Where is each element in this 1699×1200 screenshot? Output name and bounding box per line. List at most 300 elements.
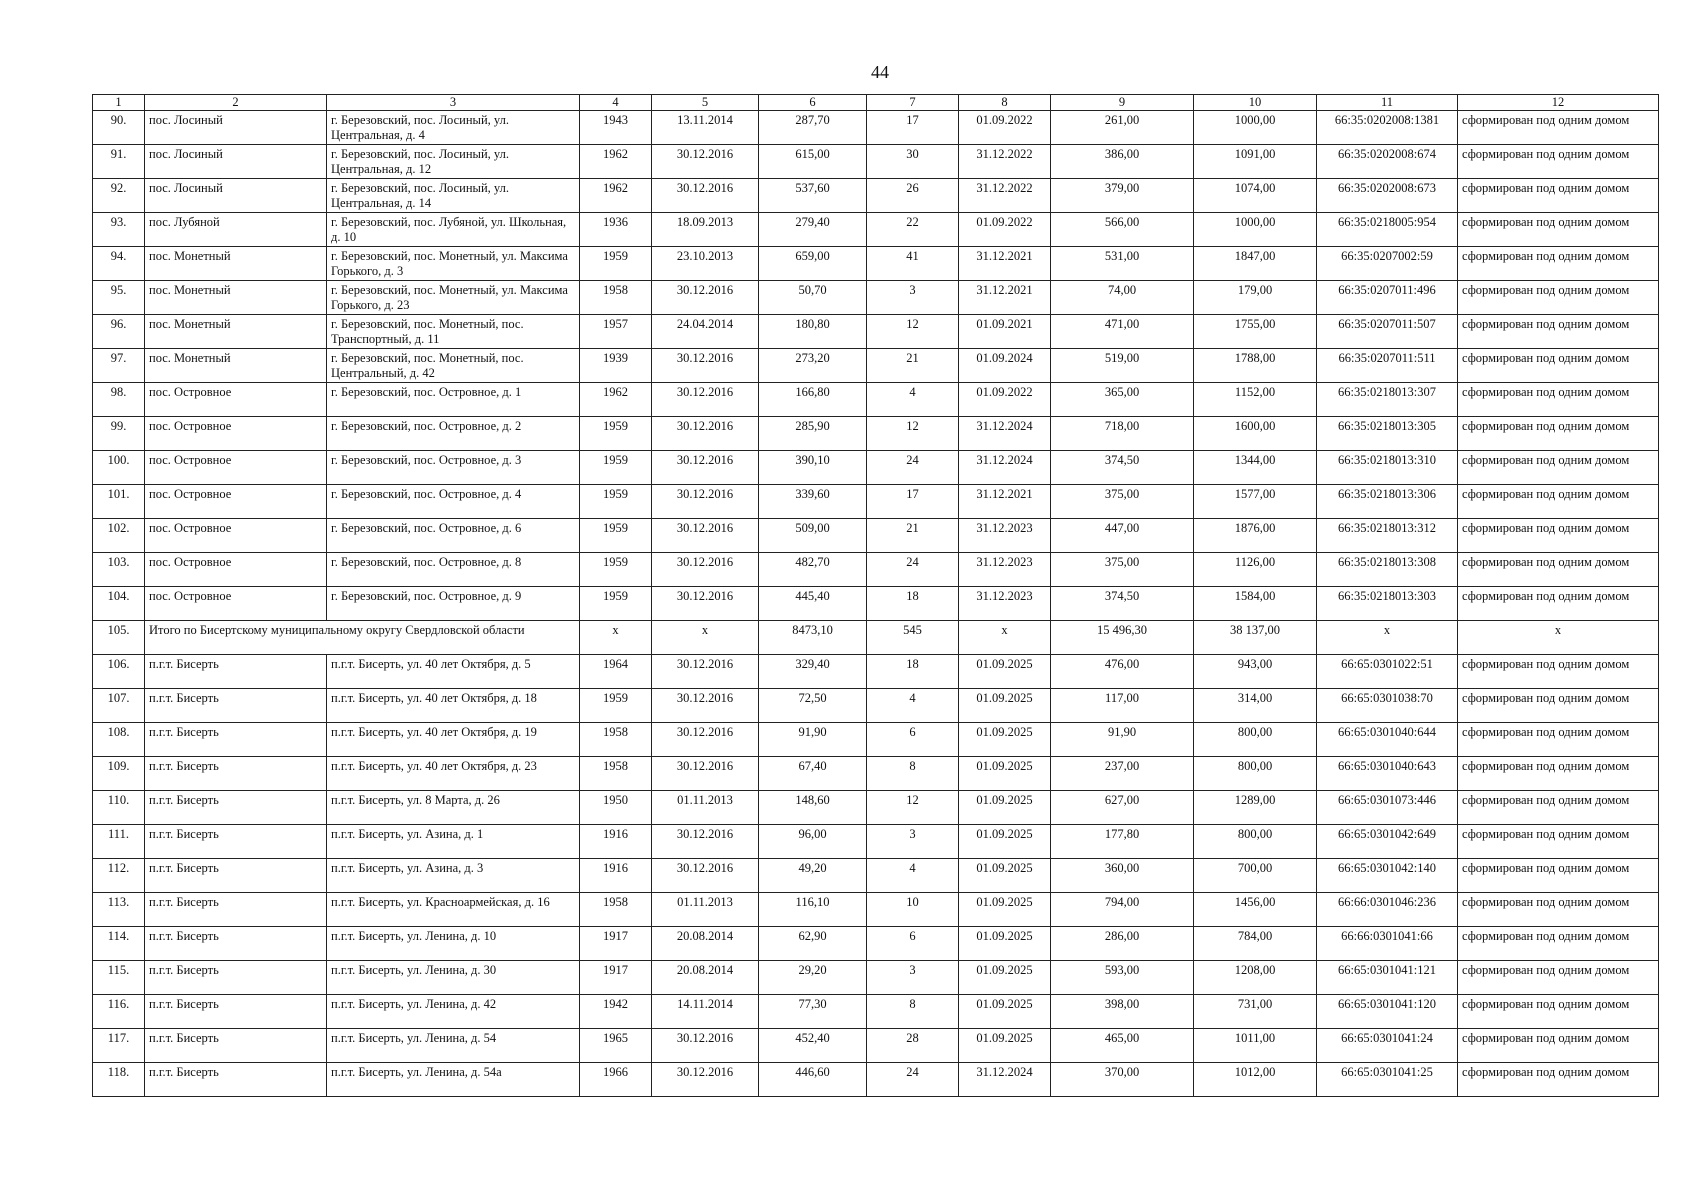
table-row [93,927,1659,961]
recognition-date-cell: 24.04.2014 [652,315,759,349]
recognition-date-cell: x [652,621,759,655]
deadline-cell: 01.09.2024 [959,349,1051,383]
year-built-cell: 1959 [580,247,652,281]
value-cell: 1847,00 [1194,247,1317,281]
cadastral-number-cell: 66:35:0218005:954 [1317,213,1458,247]
recognition-date-cell: 30.12.2016 [652,349,759,383]
settlement-cell: п.г.т. Бисерть [145,961,327,995]
total-row [93,621,1659,655]
row-number: 118. [93,1063,145,1097]
value-cell: 1876,00 [1194,519,1317,553]
cadastral-number-cell: 66:35:0207002:59 [1317,247,1458,281]
address-cell: п.г.т. Бисерть, ул. Ленина, д. 54а [327,1063,580,1097]
address-cell: г. Березовский, пос. Монетный, пос. Транспортный, д. 11 [327,315,580,349]
cadastral-number-cell: 66:35:0218013:307 [1317,383,1458,417]
residents-cell: 41 [867,247,959,281]
column-header-3: 3 [327,95,580,111]
address-cell: г. Березовский, пос. Островное, д. 8 [327,553,580,587]
settlement-cell: п.г.т. Бисерть [145,825,327,859]
land-area-cell: 177,80 [1051,825,1194,859]
area-cell: 445,40 [759,587,867,621]
deadline-cell: 01.09.2025 [959,1029,1051,1063]
recognition-date-cell: 30.12.2016 [652,145,759,179]
recognition-date-cell: 01.11.2013 [652,791,759,825]
settlement-cell: п.г.т. Бисерть [145,893,327,927]
cadastral-number-cell: 66:65:0301041:25 [1317,1063,1458,1097]
area-cell: 509,00 [759,519,867,553]
residents-cell: 12 [867,791,959,825]
address-cell: п.г.т. Бисерть, ул. Ленина, д. 42 [327,995,580,1029]
table-row [93,757,1659,791]
row-number: 112. [93,859,145,893]
year-built-cell: 1964 [580,655,652,689]
land-area-cell: 261,00 [1051,111,1194,145]
recognition-date-cell: 30.12.2016 [652,859,759,893]
year-built-cell: 1916 [580,859,652,893]
land-status-cell: сформирован под одним домом [1458,111,1659,145]
land-area-cell: 74,00 [1051,281,1194,315]
land-status-cell: сформирован под одним домом [1458,315,1659,349]
land-area-cell: 286,00 [1051,927,1194,961]
land-status-cell: сформирован под одним домом [1458,1063,1659,1097]
land-area-cell: 360,00 [1051,859,1194,893]
area-cell: 49,20 [759,859,867,893]
row-number: 95. [93,281,145,315]
value-cell: 1000,00 [1194,213,1317,247]
value-cell: 800,00 [1194,723,1317,757]
cadastral-number-cell: 66:65:0301073:446 [1317,791,1458,825]
area-cell: 659,00 [759,247,867,281]
address-cell: п.г.т. Бисерть, ул. Ленина, д. 54 [327,1029,580,1063]
land-area-cell: 794,00 [1051,893,1194,927]
land-status-cell: сформирован под одним домом [1458,485,1659,519]
table-row [93,995,1659,1029]
land-area-cell: 531,00 [1051,247,1194,281]
area-cell: 77,30 [759,995,867,1029]
deadline-cell: 01.09.2025 [959,723,1051,757]
table-row [93,825,1659,859]
cadastral-number-cell: 66:35:0218013:306 [1317,485,1458,519]
table-row [93,587,1659,621]
land-status-cell: сформирован под одним домом [1458,281,1659,315]
residents-cell: 22 [867,213,959,247]
recognition-date-cell: 30.12.2016 [652,451,759,485]
cadastral-number-cell: 66:35:0218013:312 [1317,519,1458,553]
value-cell: 1600,00 [1194,417,1317,451]
year-built-cell: 1962 [580,145,652,179]
settlement-cell: п.г.т. Бисерть [145,655,327,689]
row-number: 109. [93,757,145,791]
settlement-cell: пос. Островное [145,553,327,587]
land-status-cell: сформирован под одним домом [1458,587,1659,621]
residents-cell: 4 [867,859,959,893]
deadline-cell: 01.09.2025 [959,757,1051,791]
table-row [93,893,1659,927]
land-area-cell: 370,00 [1051,1063,1194,1097]
value-cell: 731,00 [1194,995,1317,1029]
address-cell: г. Березовский, пос. Монетный, ул. Максима Горького, д. 3 [327,247,580,281]
cadastral-number-cell: 66:35:0218013:310 [1317,451,1458,485]
column-header-7: 7 [867,95,959,111]
deadline-cell: 01.09.2025 [959,825,1051,859]
settlement-cell: пос. Монетный [145,315,327,349]
value-cell: 1091,00 [1194,145,1317,179]
residents-cell: 30 [867,145,959,179]
land-status-cell: сформирован под одним домом [1458,145,1659,179]
value-cell: 1208,00 [1194,961,1317,995]
address-cell: п.г.т. Бисерть, ул. Азина, д. 1 [327,825,580,859]
address-cell: п.г.т. Бисерть, ул. Ленина, д. 10 [327,927,580,961]
row-number: 96. [93,315,145,349]
land-status-cell: сформирован под одним домом [1458,723,1659,757]
deadline-cell: 31.12.2023 [959,519,1051,553]
land-status-cell: сформирован под одним домом [1458,383,1659,417]
table-row [93,281,1659,315]
residents-cell: 28 [867,1029,959,1063]
column-header-12: 12 [1458,95,1659,111]
value-cell: 943,00 [1194,655,1317,689]
residents-cell: 24 [867,1063,959,1097]
recognition-date-cell: 30.12.2016 [652,757,759,791]
table-row [93,315,1659,349]
value-cell: 314,00 [1194,689,1317,723]
table-row [93,519,1659,553]
land-status-cell: сформирован под одним домом [1458,417,1659,451]
table-row [93,961,1659,995]
area-cell: 148,60 [759,791,867,825]
land-status-cell: сформирован под одним домом [1458,859,1659,893]
recognition-date-cell: 30.12.2016 [652,1063,759,1097]
area-cell: 50,70 [759,281,867,315]
recognition-date-cell: 13.11.2014 [652,111,759,145]
deadline-cell: 01.09.2025 [959,995,1051,1029]
address-cell: г. Березовский, пос. Лосиный, ул. Центральная, д. 14 [327,179,580,213]
row-number: 99. [93,417,145,451]
row-number: 94. [93,247,145,281]
row-number: 108. [93,723,145,757]
column-header-2: 2 [145,95,327,111]
land-area-cell: 627,00 [1051,791,1194,825]
residents-cell: 4 [867,383,959,417]
value-cell: 1755,00 [1194,315,1317,349]
row-number: 111. [93,825,145,859]
row-number: 107. [93,689,145,723]
recognition-date-cell: 30.12.2016 [652,519,759,553]
recognition-date-cell: 30.12.2016 [652,825,759,859]
cadastral-number-cell: 66:65:0301042:140 [1317,859,1458,893]
deadline-cell: x [959,621,1051,655]
land-status-cell: сформирован под одним домом [1458,553,1659,587]
year-built-cell: 1959 [580,519,652,553]
land-area-cell: 476,00 [1051,655,1194,689]
deadline-cell: 31.12.2024 [959,451,1051,485]
table-row [93,655,1659,689]
column-header-8: 8 [959,95,1051,111]
value-cell: 179,00 [1194,281,1317,315]
area-cell: 287,70 [759,111,867,145]
deadline-cell: 01.09.2022 [959,213,1051,247]
residents-cell: 21 [867,349,959,383]
deadline-cell: 31.12.2023 [959,553,1051,587]
recognition-date-cell: 30.12.2016 [652,485,759,519]
cadastral-number-cell: 66:35:0218013:305 [1317,417,1458,451]
cadastral-number-cell: 66:65:0301042:649 [1317,825,1458,859]
settlement-cell: п.г.т. Бисерть [145,927,327,961]
row-number: 92. [93,179,145,213]
residents-cell: 21 [867,519,959,553]
row-number: 116. [93,995,145,1029]
deadline-cell: 01.09.2025 [959,927,1051,961]
address-cell: г. Березовский, пос. Лосиный, ул. Центральная, д. 12 [327,145,580,179]
table-row [93,1029,1659,1063]
land-status-cell: сформирован под одним домом [1458,995,1659,1029]
year-built-cell: 1962 [580,383,652,417]
recognition-date-cell: 30.12.2016 [652,417,759,451]
address-cell: п.г.т. Бисерть, ул. Ленина, д. 30 [327,961,580,995]
value-cell: 1456,00 [1194,893,1317,927]
year-built-cell: 1959 [580,689,652,723]
recognition-date-cell: 30.12.2016 [652,689,759,723]
area-cell: 615,00 [759,145,867,179]
settlement-cell: пос. Островное [145,519,327,553]
deadline-cell: 01.09.2022 [959,111,1051,145]
row-number: 102. [93,519,145,553]
land-area-cell: 379,00 [1051,179,1194,213]
value-cell: 1344,00 [1194,451,1317,485]
residents-cell: 8 [867,995,959,1029]
year-built-cell: 1942 [580,995,652,1029]
address-cell: г. Березовский, пос. Островное, д. 9 [327,587,580,621]
land-status-cell: сформирован под одним домом [1458,927,1659,961]
address-cell: г. Березовский, пос. Островное, д. 2 [327,417,580,451]
land-status-cell: сформирован под одним домом [1458,349,1659,383]
address-cell: п.г.т. Бисерть, ул. Красноармейская, д. 16 [327,893,580,927]
address-cell: п.г.т. Бисерть, ул. 40 лет Октября, д. 19 [327,723,580,757]
land-status-cell: сформирован под одним домом [1458,1029,1659,1063]
cadastral-number-cell: x [1317,621,1458,655]
row-number: 105. [93,621,145,655]
address-cell: г. Березовский, пос. Островное, д. 4 [327,485,580,519]
cadastral-number-cell: 66:35:0207011:511 [1317,349,1458,383]
table-row [93,485,1659,519]
value-cell: 1012,00 [1194,1063,1317,1097]
residents-cell: 6 [867,723,959,757]
settlement-cell: пос. Лосиный [145,179,327,213]
land-area-cell: 398,00 [1051,995,1194,1029]
deadline-cell: 01.09.2021 [959,315,1051,349]
deadline-cell: 31.12.2024 [959,1063,1051,1097]
land-area-cell: 386,00 [1051,145,1194,179]
residents-cell: 8 [867,757,959,791]
value-cell: 700,00 [1194,859,1317,893]
row-number: 106. [93,655,145,689]
land-status-cell: сформирован под одним домом [1458,689,1659,723]
residents-cell: 12 [867,315,959,349]
recognition-date-cell: 14.11.2014 [652,995,759,1029]
settlement-cell: п.г.т. Бисерть [145,1063,327,1097]
value-cell: 38 137,00 [1194,621,1317,655]
area-cell: 273,20 [759,349,867,383]
recognition-date-cell: 30.12.2016 [652,179,759,213]
cadastral-number-cell: 66:35:0207011:507 [1317,315,1458,349]
address-cell: п.г.т. Бисерть, ул. 8 Марта, д. 26 [327,791,580,825]
settlement-cell: пос. Монетный [145,247,327,281]
table-row [93,145,1659,179]
year-built-cell: 1966 [580,1063,652,1097]
land-status-cell: сформирован под одним домом [1458,451,1659,485]
table-row [93,417,1659,451]
column-header-10: 10 [1194,95,1317,111]
land-status-cell: сформирован под одним домом [1458,791,1659,825]
land-status-cell: сформирован под одним домом [1458,655,1659,689]
settlement-cell: п.г.т. Бисерть [145,859,327,893]
year-built-cell: 1916 [580,825,652,859]
year-built-cell: 1950 [580,791,652,825]
row-number: 101. [93,485,145,519]
land-area-cell: 447,00 [1051,519,1194,553]
value-cell: 800,00 [1194,757,1317,791]
residents-cell: 3 [867,961,959,995]
year-built-cell: 1936 [580,213,652,247]
recognition-date-cell: 30.12.2016 [652,383,759,417]
table-row [93,859,1659,893]
address-cell: г. Березовский, пос. Островное, д. 3 [327,451,580,485]
land-area-cell: 117,00 [1051,689,1194,723]
table-row [93,111,1659,145]
table-row [93,247,1659,281]
year-built-cell: 1959 [580,587,652,621]
value-cell: 1126,00 [1194,553,1317,587]
cadastral-number-cell: 66:65:0301041:121 [1317,961,1458,995]
land-status-cell: сформирован под одним домом [1458,825,1659,859]
recognition-date-cell: 18.09.2013 [652,213,759,247]
settlement-cell: пос. Монетный [145,281,327,315]
deadline-cell: 01.09.2025 [959,961,1051,995]
deadline-cell: 31.12.2022 [959,179,1051,213]
settlement-cell: пос. Островное [145,587,327,621]
area-cell: 72,50 [759,689,867,723]
settlement-cell: пос. Островное [145,383,327,417]
settlement-cell: п.г.т. Бисерть [145,1029,327,1063]
value-cell: 1000,00 [1194,111,1317,145]
page-number: 44 [871,62,889,82]
area-cell: 339,60 [759,485,867,519]
land-area-cell: 465,00 [1051,1029,1194,1063]
area-cell: 91,90 [759,723,867,757]
deadline-cell: 31.12.2021 [959,281,1051,315]
row-number: 97. [93,349,145,383]
recognition-date-cell: 30.12.2016 [652,281,759,315]
residents-cell: 26 [867,179,959,213]
value-cell: 784,00 [1194,927,1317,961]
row-number: 113. [93,893,145,927]
settlement-cell: пос. Островное [145,417,327,451]
total-label: Итого по Бисертскому муниципальному округу Свердловской области [145,621,580,655]
deadline-cell: 01.09.2025 [959,859,1051,893]
area-cell: 29,20 [759,961,867,995]
address-cell: г. Березовский, пос. Монетный, пос. Центральный, д. 42 [327,349,580,383]
cadastral-number-cell: 66:35:0202008:1381 [1317,111,1458,145]
row-number: 90. [93,111,145,145]
land-area-cell: 374,50 [1051,587,1194,621]
land-area-cell: 566,00 [1051,213,1194,247]
land-status-cell: сформирован под одним домом [1458,247,1659,281]
residents-cell: 3 [867,825,959,859]
row-number: 103. [93,553,145,587]
residents-cell: 18 [867,655,959,689]
value-cell: 1289,00 [1194,791,1317,825]
table-row [93,723,1659,757]
area-cell: 537,60 [759,179,867,213]
table-row [93,383,1659,417]
residents-cell: 3 [867,281,959,315]
recognition-date-cell: 30.12.2016 [652,587,759,621]
column-header-11: 11 [1317,95,1458,111]
cadastral-number-cell: 66:65:0301022:51 [1317,655,1458,689]
area-cell: 279,40 [759,213,867,247]
row-number: 93. [93,213,145,247]
cadastral-number-cell: 66:65:0301041:24 [1317,1029,1458,1063]
row-number: 110. [93,791,145,825]
row-number: 117. [93,1029,145,1063]
recognition-date-cell: 30.12.2016 [652,655,759,689]
row-number: 100. [93,451,145,485]
settlement-cell: пос. Островное [145,451,327,485]
deadline-cell: 01.09.2025 [959,893,1051,927]
year-built-cell: 1917 [580,961,652,995]
deadline-cell: 31.12.2023 [959,587,1051,621]
row-number: 98. [93,383,145,417]
area-cell: 329,40 [759,655,867,689]
residents-cell: 17 [867,111,959,145]
year-built-cell: 1959 [580,451,652,485]
land-status-cell: сформирован под одним домом [1458,179,1659,213]
residents-cell: 4 [867,689,959,723]
area-cell: 116,10 [759,893,867,927]
value-cell: 1577,00 [1194,485,1317,519]
address-cell: п.г.т. Бисерть, ул. 40 лет Октября, д. 23 [327,757,580,791]
recognition-date-cell: 01.11.2013 [652,893,759,927]
column-header-5: 5 [652,95,759,111]
land-area-cell: 593,00 [1051,961,1194,995]
value-cell: 1011,00 [1194,1029,1317,1063]
settlement-cell: п.г.т. Бисерть [145,723,327,757]
year-built-cell: 1939 [580,349,652,383]
column-header-6: 6 [759,95,867,111]
area-cell: 96,00 [759,825,867,859]
land-status-cell: x [1458,621,1659,655]
address-cell: г. Березовский, пос. Островное, д. 1 [327,383,580,417]
deadline-cell: 31.12.2024 [959,417,1051,451]
column-header-4: 4 [580,95,652,111]
cadastral-number-cell: 66:65:0301040:644 [1317,723,1458,757]
recognition-date-cell: 23.10.2013 [652,247,759,281]
address-cell: п.г.т. Бисерть, ул. Азина, д. 3 [327,859,580,893]
deadline-cell: 31.12.2022 [959,145,1051,179]
address-cell: г. Березовский, пос. Монетный, ул. Максима Горького, д. 23 [327,281,580,315]
recognition-date-cell: 30.12.2016 [652,553,759,587]
residents-cell: 12 [867,417,959,451]
deadline-cell: 31.12.2021 [959,485,1051,519]
land-area-cell: 237,00 [1051,757,1194,791]
deadline-cell: 01.09.2025 [959,655,1051,689]
year-built-cell: 1962 [580,179,652,213]
area-cell: 390,10 [759,451,867,485]
table-row [93,349,1659,383]
deadline-cell: 01.09.2025 [959,791,1051,825]
year-built-cell: 1957 [580,315,652,349]
cadastral-number-cell: 66:65:0301040:643 [1317,757,1458,791]
